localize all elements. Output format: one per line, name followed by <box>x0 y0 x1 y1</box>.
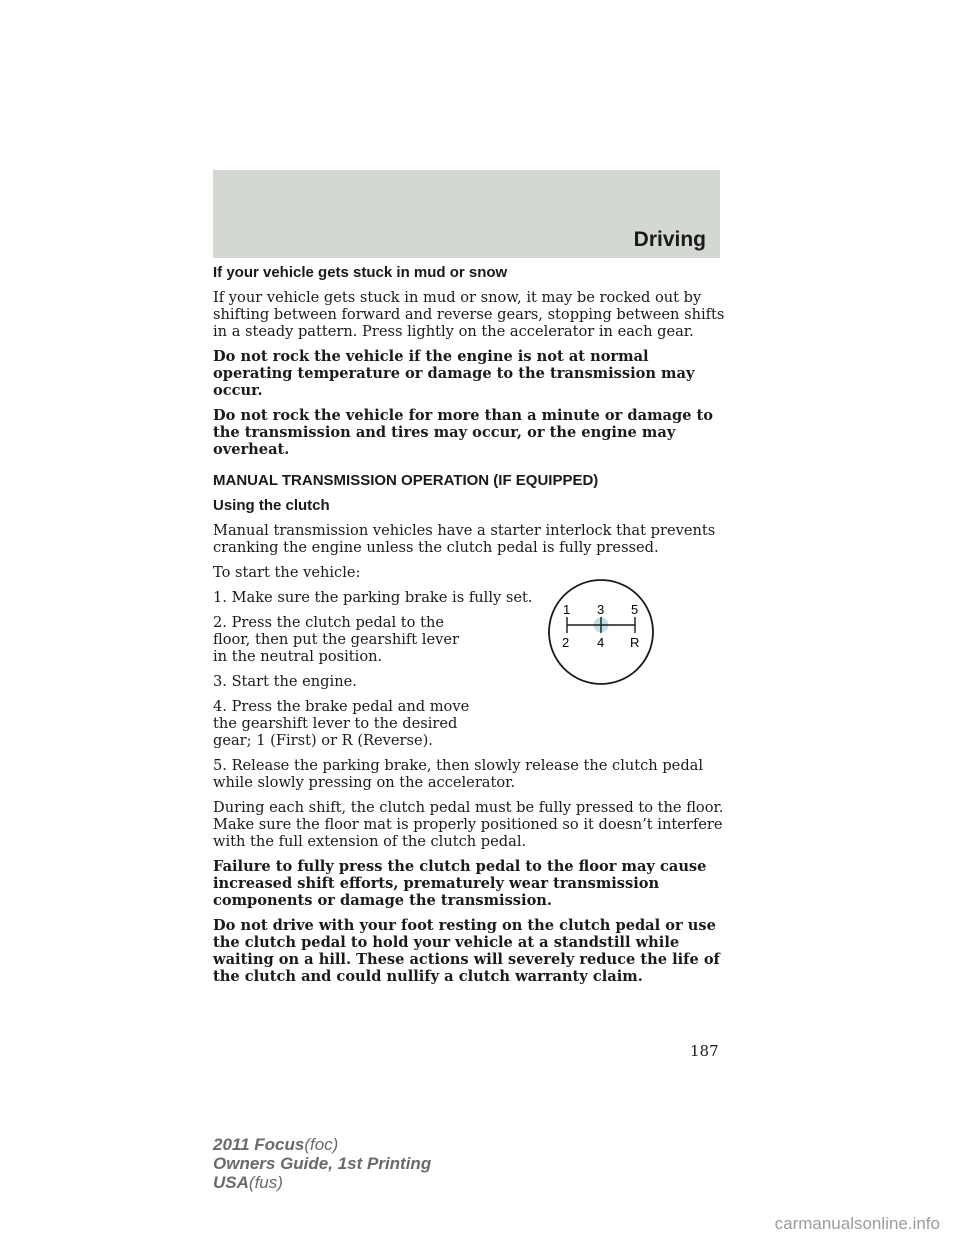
warning-clutch-press: Failure to fully press the clutch pedal to the floor may cause increased shift efforts, prematurely wear transmission components or damage the transmission. <box>213 858 707 909</box>
gearshift-pattern-diagram <box>546 577 656 687</box>
warning-clutch-rest: Do not drive with your foot resting on the clutch pedal or use the clutch pedal to hold your vehicle at a standstill while waiting on a hill. These actions will severely reduce the life of the clutch and could nullify a clutch warranty claim. <box>213 917 720 985</box>
footer-guide-line <box>213 1154 431 1173</box>
watermark-text: carmanualsonline.info <box>774 1214 940 1233</box>
shift-paragraph: During each shift, the clutch pedal must be fully pressed to the floor. Make sure the floor mat is properly positioned so it doesn’t interfere with the full extension of the clutch pedal. <box>213 799 724 850</box>
warning-engine-temperature: Do not rock the vehicle if the engine is not at normal operating temperature or damage to the transmission may occur. <box>213 348 695 399</box>
footer-model-line <box>213 1135 431 1154</box>
warning-rock-duration: Do not rock the vehicle for more than a minute or damage to the transmission and tires may occur, or the engine may overheat. <box>213 407 714 458</box>
gear-label-5: 5 <box>631 602 639 617</box>
footer-model: 2011 Focus <box>213 1135 305 1154</box>
clutch-paragraph: Manual transmission vehicles have a starter interlock that prevents cranking the engine unless the clutch pedal is fully pressed. <box>213 522 716 556</box>
manual-transmission-heading: MANUAL TRANSMISSION OPERATION (IF EQUIPPED) <box>213 472 599 489</box>
step-4: 4. Press the brake pedal and move the gearshift lever to the desired gear; 1 (First) or R (Reverse). <box>213 698 470 749</box>
footer-market-line <box>213 1173 431 1192</box>
footer-guide: Owners Guide, 1st Printing <box>213 1154 432 1173</box>
clutch-heading: Using the clutch <box>213 497 330 514</box>
footer-market-code: (fus) <box>248 1173 283 1192</box>
footer-model-code: (foc) <box>304 1135 339 1154</box>
gear-label-2: 2 <box>562 635 570 650</box>
page-number: 187 <box>690 1042 719 1060</box>
stuck-heading: If your vehicle gets stuck in mud or snow <box>213 264 508 281</box>
section-header-band <box>213 170 720 258</box>
step-2: 2. Press the clutch pedal to the floor, then put the gearshift lever in the neutral position. <box>213 614 459 665</box>
stuck-paragraph: If your vehicle gets stuck in mud or snow, it may be rocked out by shifting between forward and reverse gears, stopping between shifts in a steady pattern. Press lightly on the accelerator in each gear. <box>213 289 725 340</box>
step-5: 5. Release the parking brake, then slowly release the clutch pedal while slowly pressing on the accelerator. <box>213 757 704 791</box>
gear-label-r: R <box>630 635 640 650</box>
gear-label-1: 1 <box>563 602 571 617</box>
gear-label-4: 4 <box>597 635 605 650</box>
step-3: 3. Start the engine. <box>213 673 357 690</box>
step-1: 1. Make sure the parking brake is fully set. <box>213 589 533 606</box>
footer-market: USA <box>213 1173 249 1192</box>
gear-label-3: 3 <box>597 602 605 617</box>
print-footer <box>213 1135 431 1192</box>
section-title: Driving <box>633 228 706 251</box>
start-intro: To start the vehicle: <box>213 564 361 581</box>
